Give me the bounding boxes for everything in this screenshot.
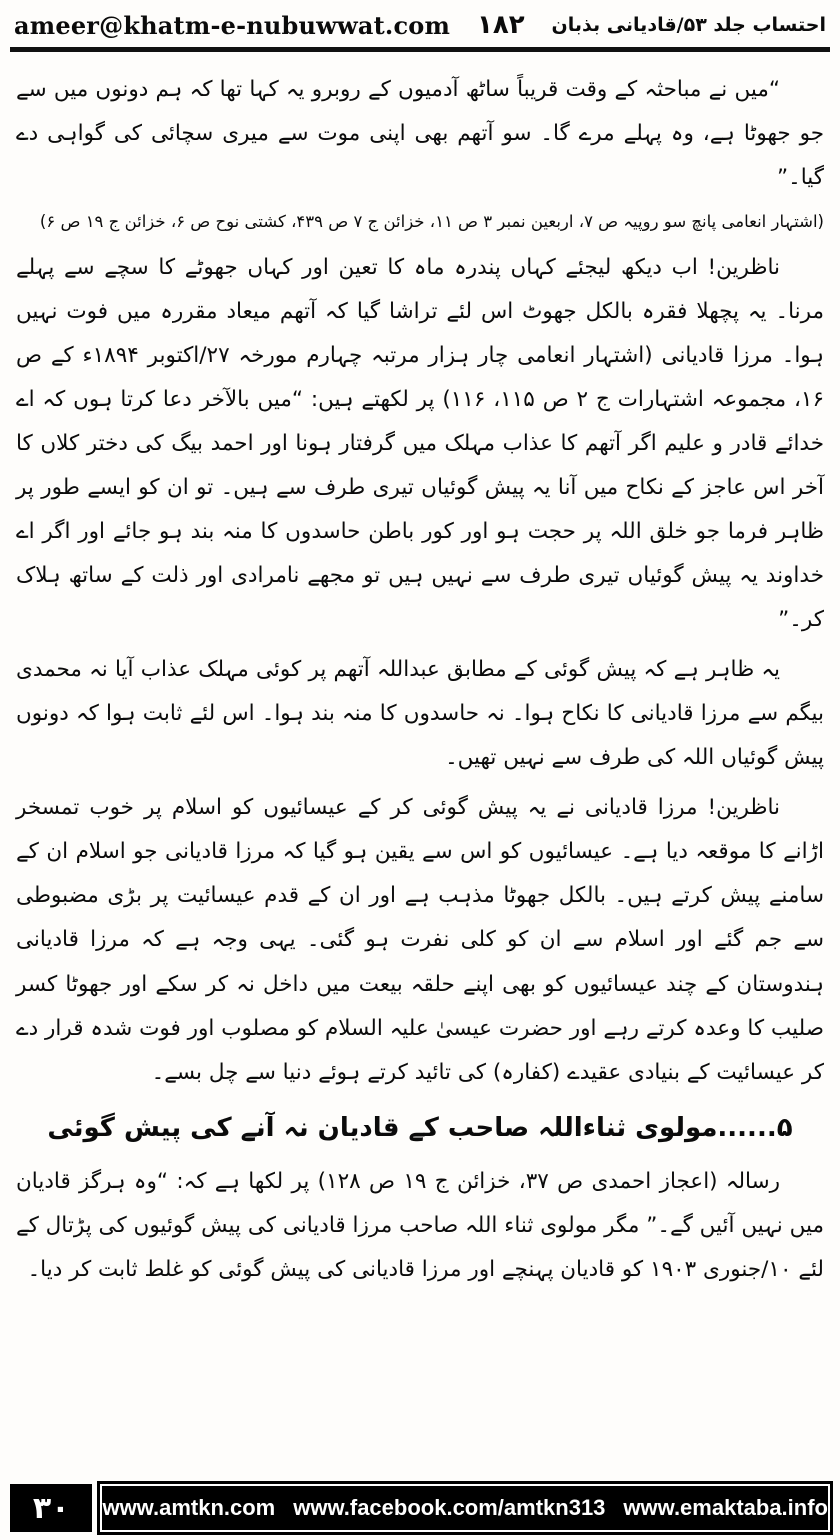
paragraph: ناظرین! اب دیکھ لیجئے کہاں پندرہ ماہ کا تعین اور کہاں جھوٹے کا سچے سے پہلے مرنا۔ یہ پچھلا فقرہ بالکل جھوٹ اس لئے تراشا گیا کہ آتھم میعاد مقررہ میں فوت نہیں ہوا۔ مرزا قادیانی (اشتہار انعامی چار ہزار مرتبہ چہارم مورخہ ۲۷/اکتوبر ۱۸۹۴ء کے ص ۱۶، مجموعہ اشتہارات ج ۲ ص ۱۱۵، ۱۱۶) پر لکھتے ہیں: “میں بالآخر دعا کرتا ہوں کہ اے خدائے قادر و علیم اگر آتھم کا عذاب مہلک میں گرفتار ہونا اور احمد بیگ کی دختر کلاں کا آخر اس عاجز کے نکاح میں آنا یہ پیش گوئیاں تیری طرف سے ہیں۔ تو ان کو ایسے طور پر ظاہر فرما جو خلق اللہ پر حجت ہو اور کور باطن حاسدوں کا منہ بند ہو جائے اور اگر اے خداوند یہ پیش گوئیاں تیری طرف سے نہیں ہیں تو مجھے نامرادی اور ذلت کے ساتھ ہلاک کر۔” xyxy=(16,254,825,633)
header-page-number: ۱۸۲ xyxy=(476,10,525,40)
page-header xyxy=(0,0,840,44)
paragraph: یہ ظاہر ہے کہ پیش گوئی کے مطابق عبداللہ آتھم پر کوئی مہلک عذاب آیا نہ محمدی بیگم سے مرزا قادیانی کا نکاح ہوا۔ نہ حاسدوں کا منہ بند ہوا۔ اس لئے ثابت ہوا کہ دونوں پیش گوئیاں اللہ کی طرف سے نہیں تھیں۔ xyxy=(16,657,824,771)
header-email: ameer@khatm-e-nubuwwat.com xyxy=(14,10,451,40)
paragraph: ناظرین! مرزا قادیانی نے یہ پیش گوئی کر کے عیسائیوں کو اسلام پر خوب تمسخر اڑانے کا موقعہ دیا ہے۔ عیسائیوں کو اس سے یقین ہو گیا کہ مرزا قادیانی جو اسلام ان کے سامنے پیش کرتے ہیں۔ بالکل جھوٹا مذہب ہے اور ان کے قدم عیسائیت پر بڑی مضبوطی سے جم گئے اور اسلام سے ان کو کلی نفرت ہو گئی۔ یہی وجہ ہے کہ مرزا قادیانی ہندوستان کے چند عیسائیوں کو بھی اپنے حلقہ بیعت میں داخل نہ کر سکے اور جھوٹا کسر صلیب کا وعدہ کرتے رہے اور حضرت عیسیٰ علیہ السلام کو مصلوب اور فوت شدہ قرار دے کر عیسائیت کے بنیادی عقیدے (کفارہ) کی تائید کرتے ہوئے دنیا سے چل بسے۔ xyxy=(16,795,824,1085)
header-book-title: احتساب جلد ۵۳/قادیانی بذبان xyxy=(551,14,826,36)
footer-link-amtkn: www.amtkn.com xyxy=(102,1495,276,1520)
paragraph-quote: “میں نے مباحثہ کے وقت قریباً ساٹھ آدمیوں کے روبرو یہ کہا تھا کہ ہم دونوں میں سے جو جھوٹا ہے، وہ پہلے مرے گا۔ سو آتھم بھی اپنی موت سے میری سچائی کی گواہی دے گیا۔” xyxy=(16,77,824,191)
footer-links-bar xyxy=(100,1484,830,1532)
footer-page-number: ۳۰ xyxy=(10,1484,92,1532)
page-body xyxy=(0,52,840,1292)
section-heading: ۵......مولوی ثناءاللہ صاحب کے قادیان نہ آنے کی پیش گوئی xyxy=(47,1112,793,1143)
page-footer xyxy=(10,1484,830,1532)
paragraph-reference: (اشتہار انعامی پانچ سو روپیہ ص ۷، اربعین نمبر ۳ ص ۱۱، خزائن ج ۷ ص ۴۳۹، کشتی نوح ص ۶، خزائن ج ۱۹ ص ۶) xyxy=(39,212,824,232)
footer-link-emaktaba: www.emaktaba.info xyxy=(623,1495,828,1520)
footer-link-facebook: www.facebook.com/amtkn313 xyxy=(293,1495,606,1520)
paragraph: رسالہ (اعجاز احمدی ص ۳۷، خزائن ج ۱۹ ص ۱۲۸) پر لکھا ہے کہ: “وہ ہرگز قادیان میں نہیں آئیں گے۔” مگر مولوی ثناء اللہ صاحب مرزا قادیانی کی پیش گوئیوں کی پڑتال کے لئے ۱۰/جنوری ۱۹۰۳ کو قادیان پہنچے اور مرزا قادیانی کی پیش گوئی کو غلط ثابت کر دیا۔ xyxy=(16,1168,824,1282)
